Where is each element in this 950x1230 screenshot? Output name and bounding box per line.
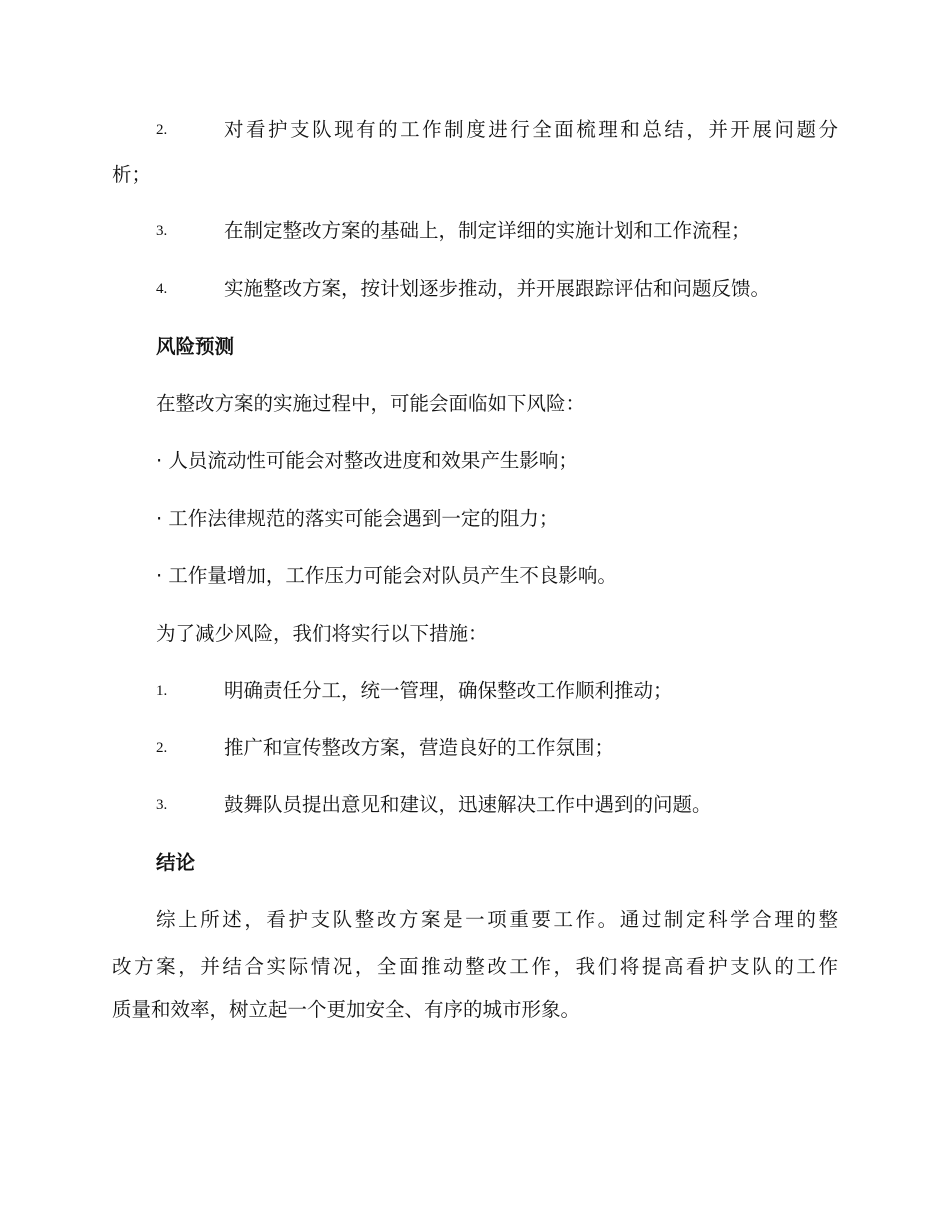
section-heading-risk: 风险预测 <box>156 335 235 358</box>
list-item-step-3 <box>112 216 838 245</box>
list-item-text: 推广和宣传整改方案，营造良好的工作氛围； <box>224 736 615 759</box>
list-item-text: 鼓舞队员提出意见和建议，迅速解决工作中遇到的问题。 <box>224 793 712 816</box>
list-item-text: 明确责任分工，统一管理，确保整改工作顺利推动； <box>224 679 673 702</box>
bullet-item: · 工作量增加，工作压力可能会对队员产生不良影响。 <box>156 564 617 587</box>
paragraph-measures-intro: 为了减少风险，我们将实行以下措施： <box>156 622 488 645</box>
list-item-step-2 <box>112 115 838 144</box>
list-number: 2. <box>156 740 168 756</box>
list-number: 1. <box>156 683 168 699</box>
section-heading-conclusion: 结论 <box>156 851 196 874</box>
list-item-step-4 <box>112 274 838 303</box>
bullet-item: · 工作法律规范的落实可能会遇到一定的阻力； <box>156 507 559 530</box>
list-item-measure-3 <box>112 790 838 819</box>
paragraph-risk-intro: 在整改方案的实施过程中，可能会面临如下风险： <box>156 392 586 415</box>
list-number: 3. <box>156 797 168 813</box>
list-item-measure-2 <box>112 733 838 762</box>
list-item-measure-1 <box>112 676 838 705</box>
list-number: 3. <box>156 223 168 239</box>
list-item-text: 对看护支队现有的工作制度进行全面梳理和总结，并开展问题分 <box>224 118 838 141</box>
paragraph-conclusion-line: 改方案，并结合实际情况，全面推动整改工作，我们将提高看护支队的工作 <box>112 955 838 978</box>
paragraph-conclusion-line: 质量和效率，树立起一个更加安全、有序的城市形象。 <box>112 998 581 1021</box>
list-item-text: 实施整改方案，按计划逐步推动，并开展跟踪评估和问题反馈。 <box>224 277 771 300</box>
bullet-item: · 人员流动性可能会对整改进度和效果产生影响； <box>156 449 578 472</box>
list-item-text-continued: 析； <box>112 163 152 186</box>
list-number: 2. <box>156 122 168 138</box>
list-number: 4. <box>156 281 168 297</box>
paragraph-conclusion-line: 综上所述，看护支队整改方案是一项重要工作。通过制定科学合理的整 <box>156 908 838 931</box>
list-item-text: 在制定整改方案的基础上，制定详细的实施计划和工作流程； <box>224 219 751 242</box>
